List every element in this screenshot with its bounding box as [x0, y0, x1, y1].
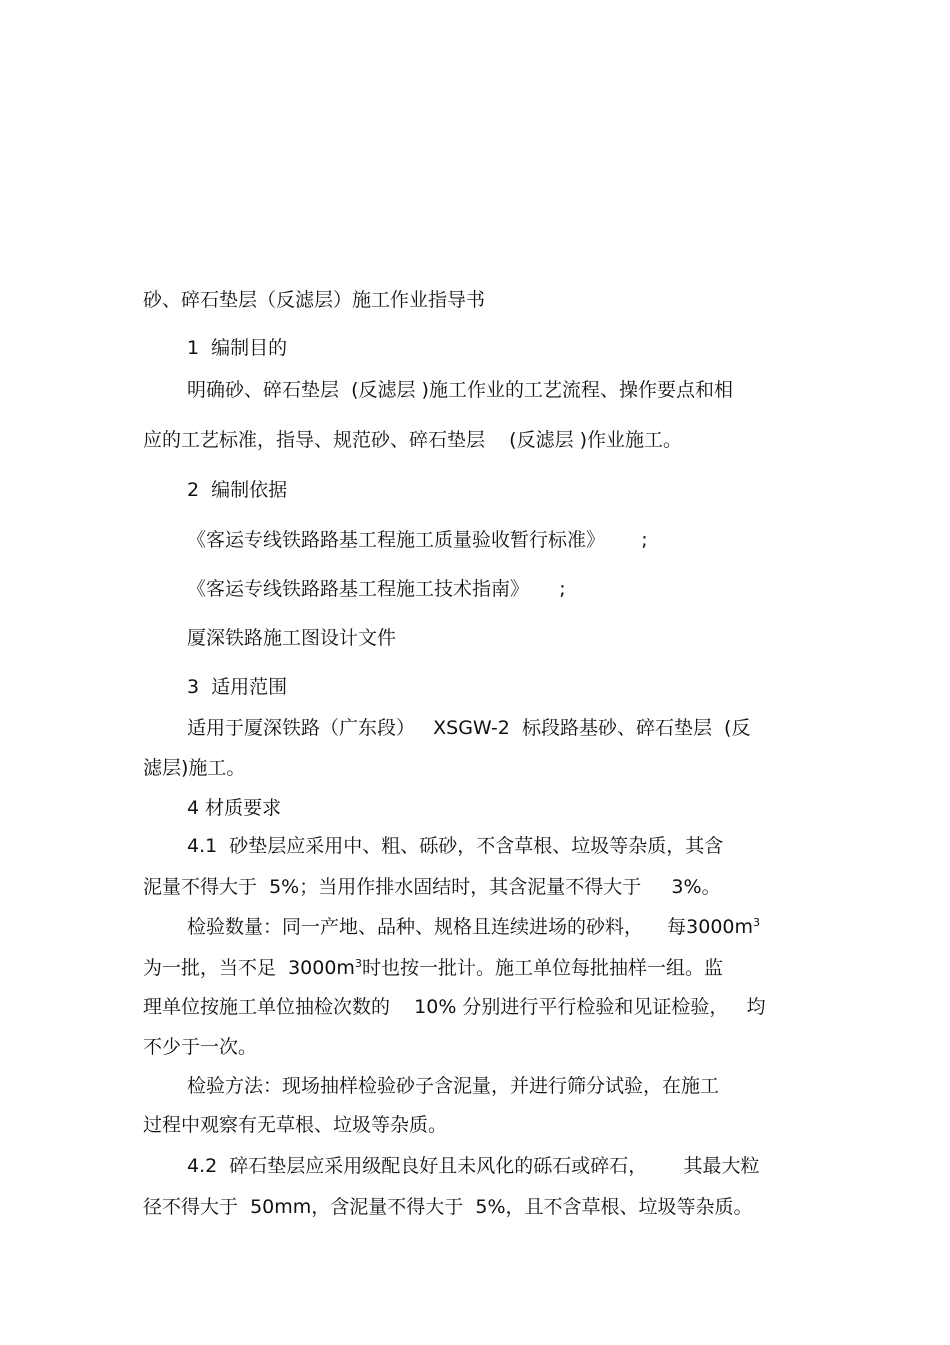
reference-item: 《客运专线铁路路基工程施工质量验收暂行标准》 ; — [187, 529, 648, 551]
text-run: 检验数量：同一产地、品种、规格且连续进场的砂料， 每3000m — [187, 916, 754, 938]
superscript: 3 — [753, 916, 761, 929]
paragraph-line: 不少于一次。 — [143, 1036, 258, 1058]
paragraph-line — [187, 915, 760, 939]
reference-item: 厦深铁路施工图设计文件 — [187, 627, 397, 649]
paragraph-line: 4.1 砂垫层应采用中、粗、砾砂，不含草根、垃圾等杂质，其含 — [187, 835, 724, 857]
paragraph-line: 滤层)施工。 — [143, 757, 246, 779]
paragraph-line: 适用于厦深铁路（广东段） XSGW-2 标段路基砂、碎石垫层 (反 — [187, 717, 751, 739]
section-2-heading: 2 编制依据 — [187, 479, 288, 501]
paragraph-line: 过程中观察有无草根、垃圾等杂质。 — [143, 1114, 448, 1136]
section-3-heading: 3 适用范围 — [187, 676, 288, 698]
section-4-heading: 4 材质要求 — [187, 797, 282, 819]
paragraph-line: 明确砂、碎石垫层 (反滤层 )施工作业的工艺流程、操作要点和相 — [187, 379, 733, 401]
text-run: 为一批，当不足 3000m — [143, 957, 355, 979]
paragraph-line: 检验方法：现场抽样检验砂子含泥量，并进行筛分试验，在施工 — [187, 1075, 720, 1097]
paragraph-line: 应的工艺标准，指导、规范砂、碎石垫层 (反滤层 )作业施工。 — [143, 429, 683, 451]
paragraph-line: 径不得大于 50mm，含泥量不得大于 5%，且不含草根、垃圾等杂质。 — [143, 1196, 753, 1218]
superscript: 3 — [354, 957, 362, 970]
paragraph-line: 泥量不得大于 5%；当用作排水固结时，其含泥量不得大于 3%。 — [143, 876, 721, 898]
reference-item: 《客运专线铁路路基工程施工技术指南》 ; — [187, 578, 566, 600]
text-run: 时也按一批计。施工单位每批抽样一组。监 — [361, 957, 723, 979]
paragraph-line: 理单位按施工单位抽检次数的 10% 分别进行平行检验和见证检验， 均 — [143, 996, 766, 1018]
paragraph-line — [143, 956, 723, 980]
document-title: 砂、碎石垫层（反滤层）施工作业指导书 — [143, 289, 486, 311]
paragraph-line: 4.2 碎石垫层应采用级配良好且未风化的砾石或碎石， 其最大粒 — [187, 1155, 760, 1177]
section-1-heading: 1 编制目的 — [187, 337, 288, 359]
